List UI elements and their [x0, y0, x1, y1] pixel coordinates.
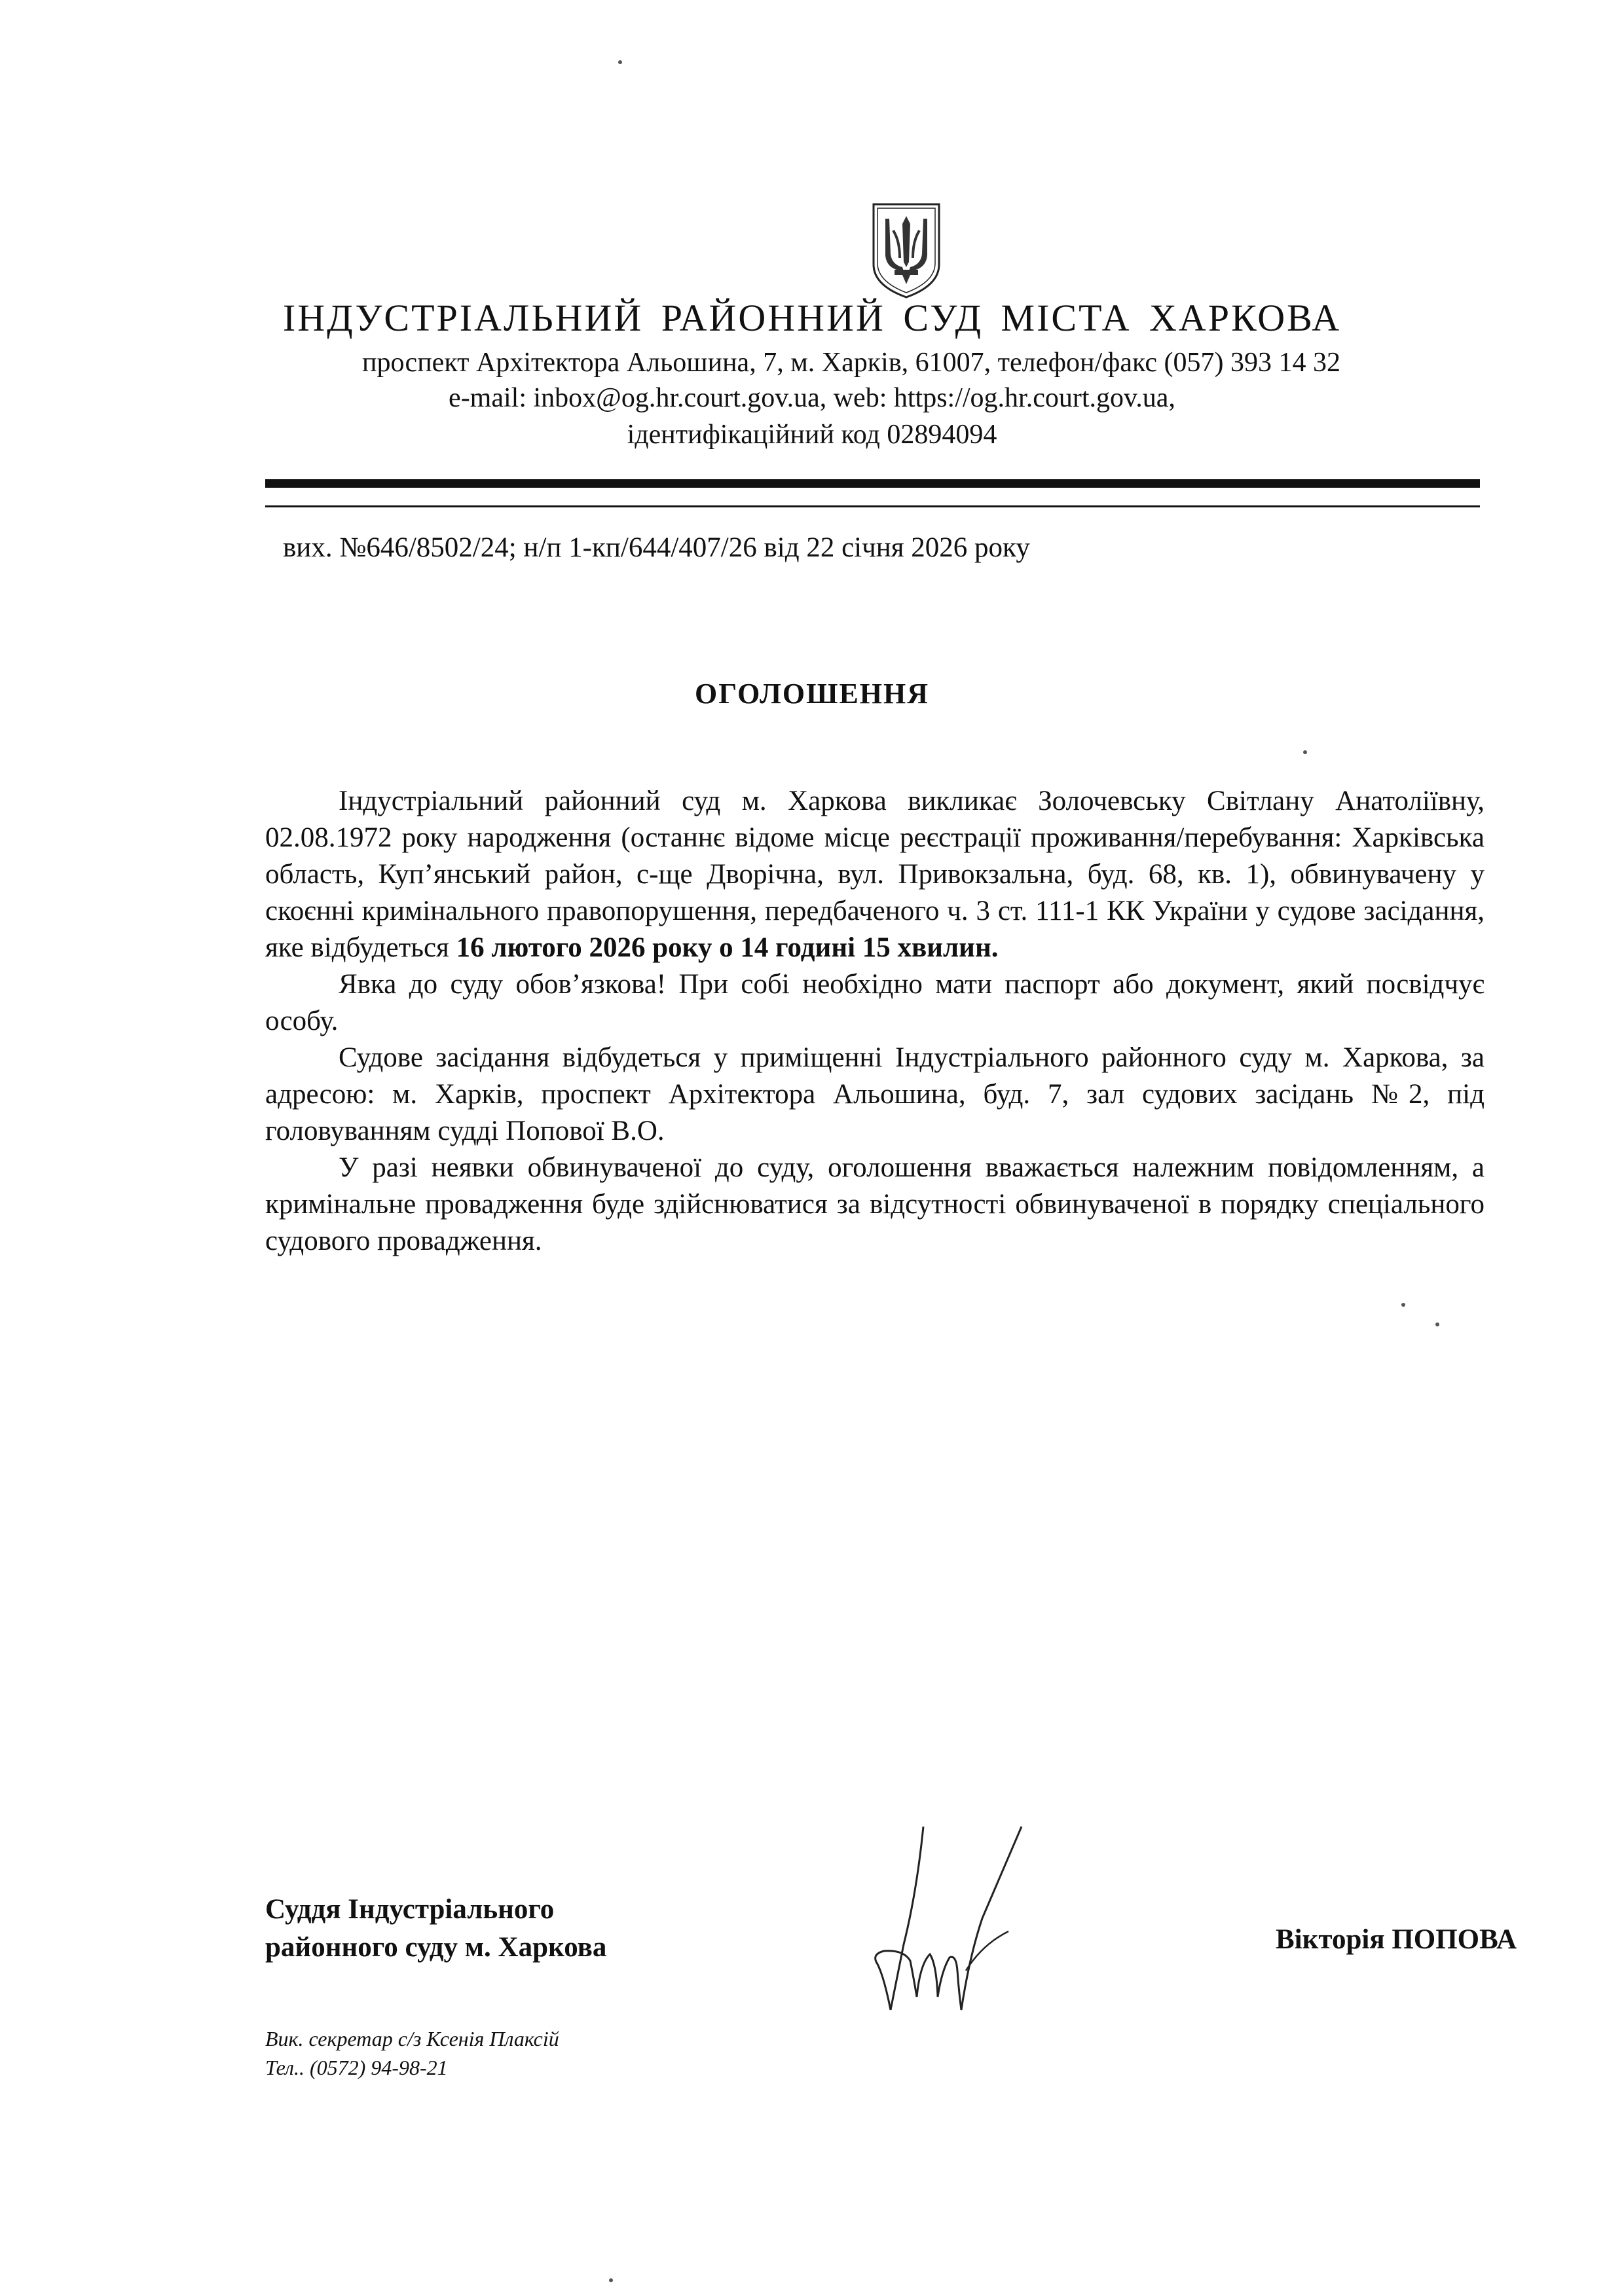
header-rule-thin — [265, 505, 1480, 507]
scan-speck — [618, 60, 622, 64]
executor-phone: Тел.. (0572) 94-98-21 — [265, 2056, 448, 2079]
handwritten-signature — [851, 1813, 1048, 2030]
paragraph-summons-text: Індустріальний районний суд м. Харкова викликає Золочевську Світлану Анатоліївну, 02.08.1972 року народження (останнє відоме місце реєстрації проживання/перебування: Харківська область, Куп’янський район, с-ще Дворічна, вул. Привокзальна, буд. 68, кв. 1), обвинувачену у скоєнні кримінального правопорушення, передбаченого ч. 3 ст. 111-1 КК України у судове засідання, яке відбудеться — [265, 786, 1485, 963]
document-body — [265, 783, 1485, 1260]
paragraph-summons — [265, 783, 1485, 966]
outgoing-number: вих. №646/8502/24; н/п 1-кп/644/407/26 від 22 січня 2026 року — [283, 532, 1030, 563]
court-contacts: e-mail: inbox@og.hr.court.gov.ua, web: https://og.hr.court.gov.ua, — [449, 383, 1175, 413]
ukraine-trident-icon — [870, 202, 943, 300]
paragraph-venue: Судове засідання відбудеться у приміщенні Індустріального районного суду м. Харкова, за адресою: м. Харків, проспект Архітектора Альошина, буд. 7, зал судових засідань №2, під головуванням судді Попової В.О. — [265, 1042, 1485, 1146]
court-id-code: ідентифікаційний код 02894094 — [627, 420, 997, 450]
scan-speck — [1435, 1322, 1439, 1326]
signatory-title — [265, 1891, 606, 1967]
court-address: проспект Архітектора Альошина, 7, м. Харків, 61007, телефон/факс (057) 393 14 32 — [362, 348, 1340, 378]
court-name: ІНДУСТРІАЛЬНИЙ РАЙОННИЙ СУД МІСТА ХАРКОВА — [282, 297, 1342, 339]
hearing-datetime: 16 лютого 2026 року о 14 годині 15 хвилин. — [456, 932, 999, 963]
signatory-title-line1: Суддя Індустріального — [265, 1894, 555, 1925]
scan-speck — [609, 2278, 613, 2282]
paragraph-attendance: Явка до суду обов’язкова! При собі необхідно мати паспорт або документ, який посвідчує особу. — [265, 969, 1485, 1036]
signatory-name: Вікторія ПОПОВА — [1276, 1924, 1517, 1955]
executor-info — [265, 2024, 559, 2082]
paragraph-consequences: У разі неявки обвинуваченої до суду, оголошення вважається належним повідомленням, а кримінальне провадження буде здійснюватися за відсутності обвинуваченої в порядку спеціального судового провадження. — [265, 1152, 1485, 1256]
scan-speck — [1303, 750, 1307, 754]
document-title: ОГОЛОШЕННЯ — [694, 678, 930, 710]
signatory-title-line2: районного суду м. Харкова — [265, 1932, 607, 1963]
scan-speck — [1401, 1303, 1405, 1307]
executor-name: Вик. секретар с/з Ксенія Плаксій — [265, 2027, 559, 2050]
header-rule-thick — [265, 479, 1480, 488]
